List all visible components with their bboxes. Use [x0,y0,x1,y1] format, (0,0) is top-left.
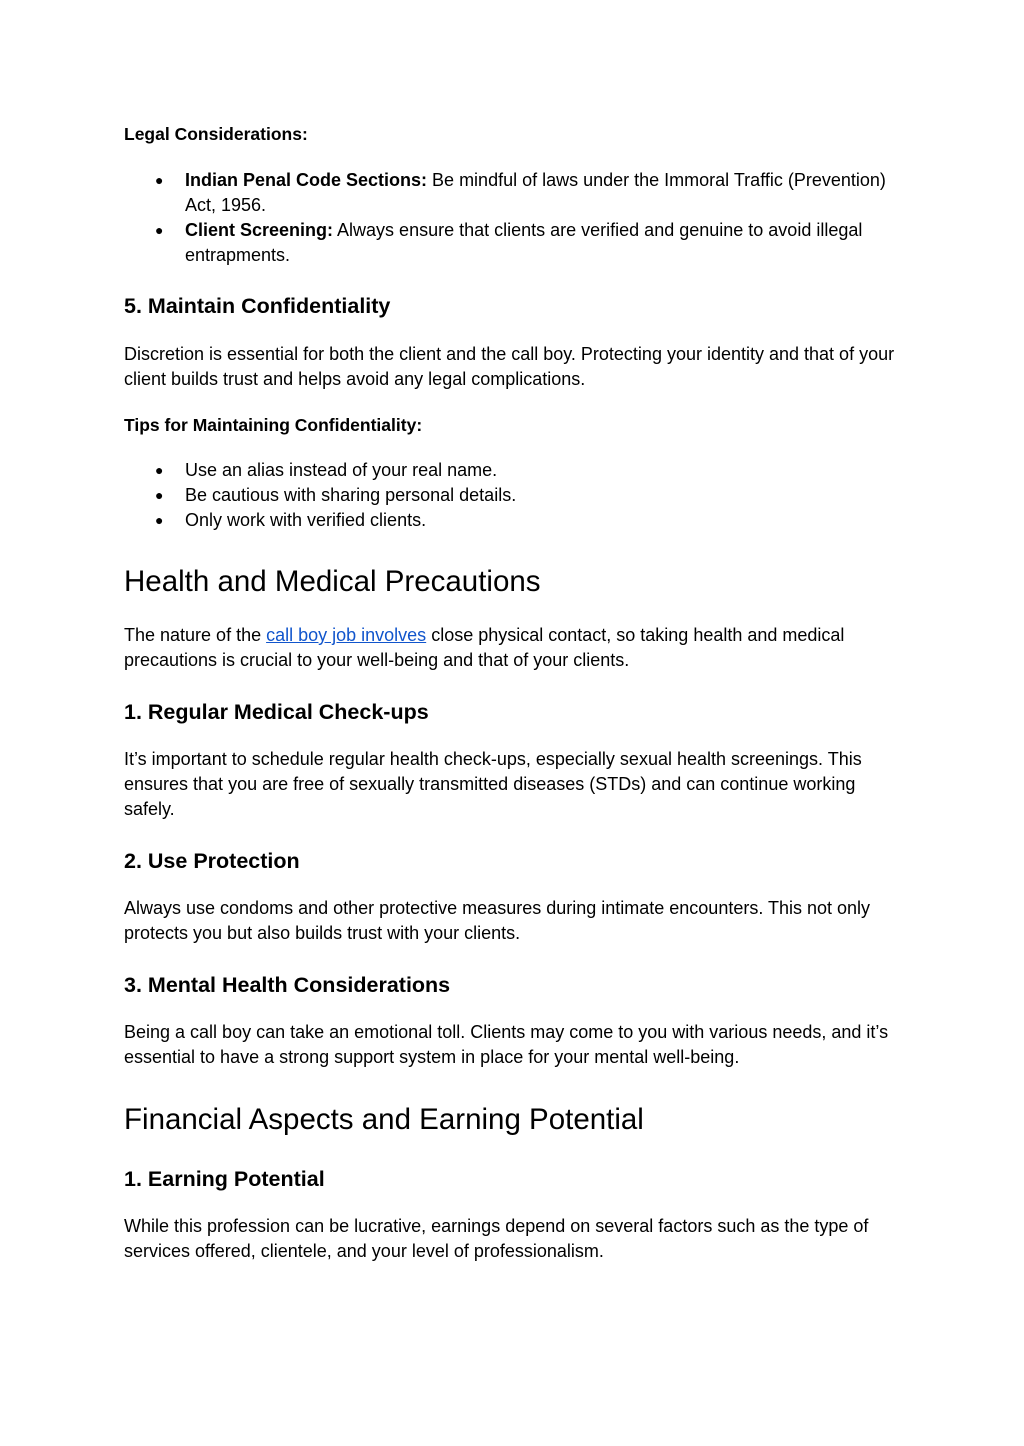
section-heading-mental-health: 3. Mental Health Considerations [124,973,451,997]
section-heading-earning-potential: 1. Earning Potential [124,1167,325,1191]
mental-health-paragraph: Being a call boy can take an emotional toll. Clients may come to you with various needs, and it’s essential to have a strong support system in place for your mental well-being. [124,1022,889,1067]
section-heading-financial: Financial Aspects and Earning Potential [124,1103,644,1136]
list-item-term: Client Screening: [185,220,334,240]
earning-potential-paragraph: While this profession can be lucrative, earnings depend on several factors such as the type of services offered, clientele, and your level of professionalism. [124,1216,869,1261]
section-heading-confidentiality: 5. Maintain Confidentiality [124,294,391,318]
list-item-text: Use an alias instead of your real name. [185,460,498,480]
section-heading-protection: 2. Use Protection [124,849,300,873]
bullet-icon: ● [155,222,164,238]
legal-considerations-list [124,168,904,268]
list-item-term: Indian Penal Code Sections: [185,170,428,190]
health-intro-paragraph [124,623,904,673]
list-item [124,218,904,268]
list-item [124,483,904,508]
list-item [124,168,904,218]
list-item [124,508,904,533]
bullet-icon: ● [155,487,164,503]
checkups-paragraph: It’s important to schedule regular health check-ups, especially sexual health screenings. This ensures that you are free of sexually transmitted diseases (STDs) and can continue working safely. [124,749,862,819]
list-item-text: Always ensure that clients are verified and genuine to avoid illegal entrapments. [185,220,863,265]
confidentiality-tips-list [124,458,904,533]
confidentiality-paragraph: Discretion is essential for both the client and the call boy. Protecting your identity and that of your client builds trust and helps avoid any legal complications. [124,344,895,389]
bullet-icon: ● [155,462,164,478]
list-item-text: Be cautious with sharing personal details. [185,485,517,505]
health-intro-after: close physical contact, so taking health and medical precautions is crucial to your well-being and that of your clients. [124,625,845,670]
bullet-icon: ● [155,172,164,188]
health-intro-before: The nature of the [124,625,267,645]
list-item [124,458,904,483]
legal-considerations-label: Legal Considerations: [124,124,308,144]
section-heading-checkups: 1. Regular Medical Check-ups [124,700,429,724]
confidentiality-tips-label: Tips for Maintaining Confidentiality: [124,415,423,435]
bullet-icon: ● [155,512,164,528]
protection-paragraph: Always use condoms and other protective measures during intimate encounters. This not only protects you but also builds trust with your clients. [124,898,871,943]
list-item-text: Be mindful of laws under the Immoral Traffic (Prevention) Act, 1956. [185,170,886,215]
list-item-text: Only work with verified clients. [185,510,427,530]
call-boy-job-link[interactable]: call boy job involves [266,625,427,645]
section-heading-health: Health and Medical Precautions [124,565,541,598]
